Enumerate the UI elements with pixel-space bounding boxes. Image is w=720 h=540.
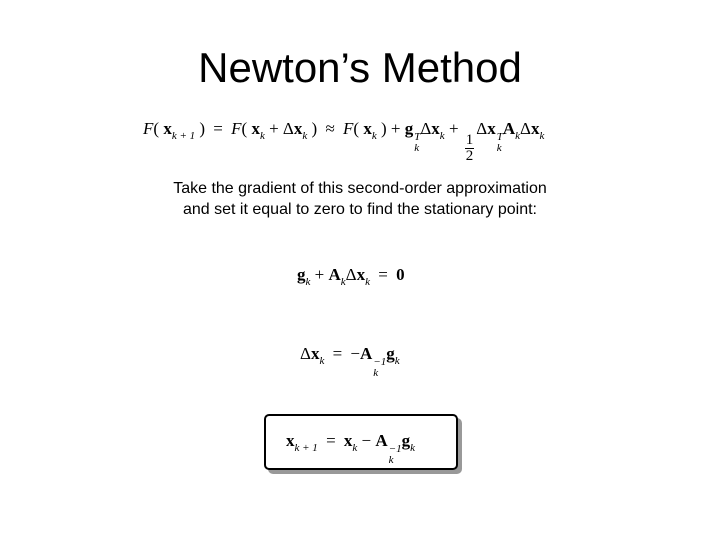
slide-title: Newton’s Method xyxy=(198,44,522,91)
instruction-line-1: Take the gradient of this second-order approximation xyxy=(173,180,547,197)
gradient-zero-equation: $g_k + A_k\Delta x_k = 0$ xyxy=(297,265,405,288)
update-equation-box xyxy=(264,414,458,470)
instruction-paragraph xyxy=(0,178,720,220)
taylor-expansion-equation: F( $x_{k + 1}$ ) = F( $x_k + \Delta x_k$ ) ≈ F( $x_k$ ) + g T k $\Delta x_k$ + $\frac{1}{2}$ Δx T k $A_k\Delta x_k$ xyxy=(143,119,545,164)
instruction-line-2: and set it equal to zero to find the stationary point: xyxy=(183,201,537,218)
update-equation: $x_{k + 1} = x_k - A$ −1 k $g_k$ xyxy=(286,431,415,466)
step-equation: $\Delta x_k = -A$ −1 k $g_k$ xyxy=(300,344,400,379)
